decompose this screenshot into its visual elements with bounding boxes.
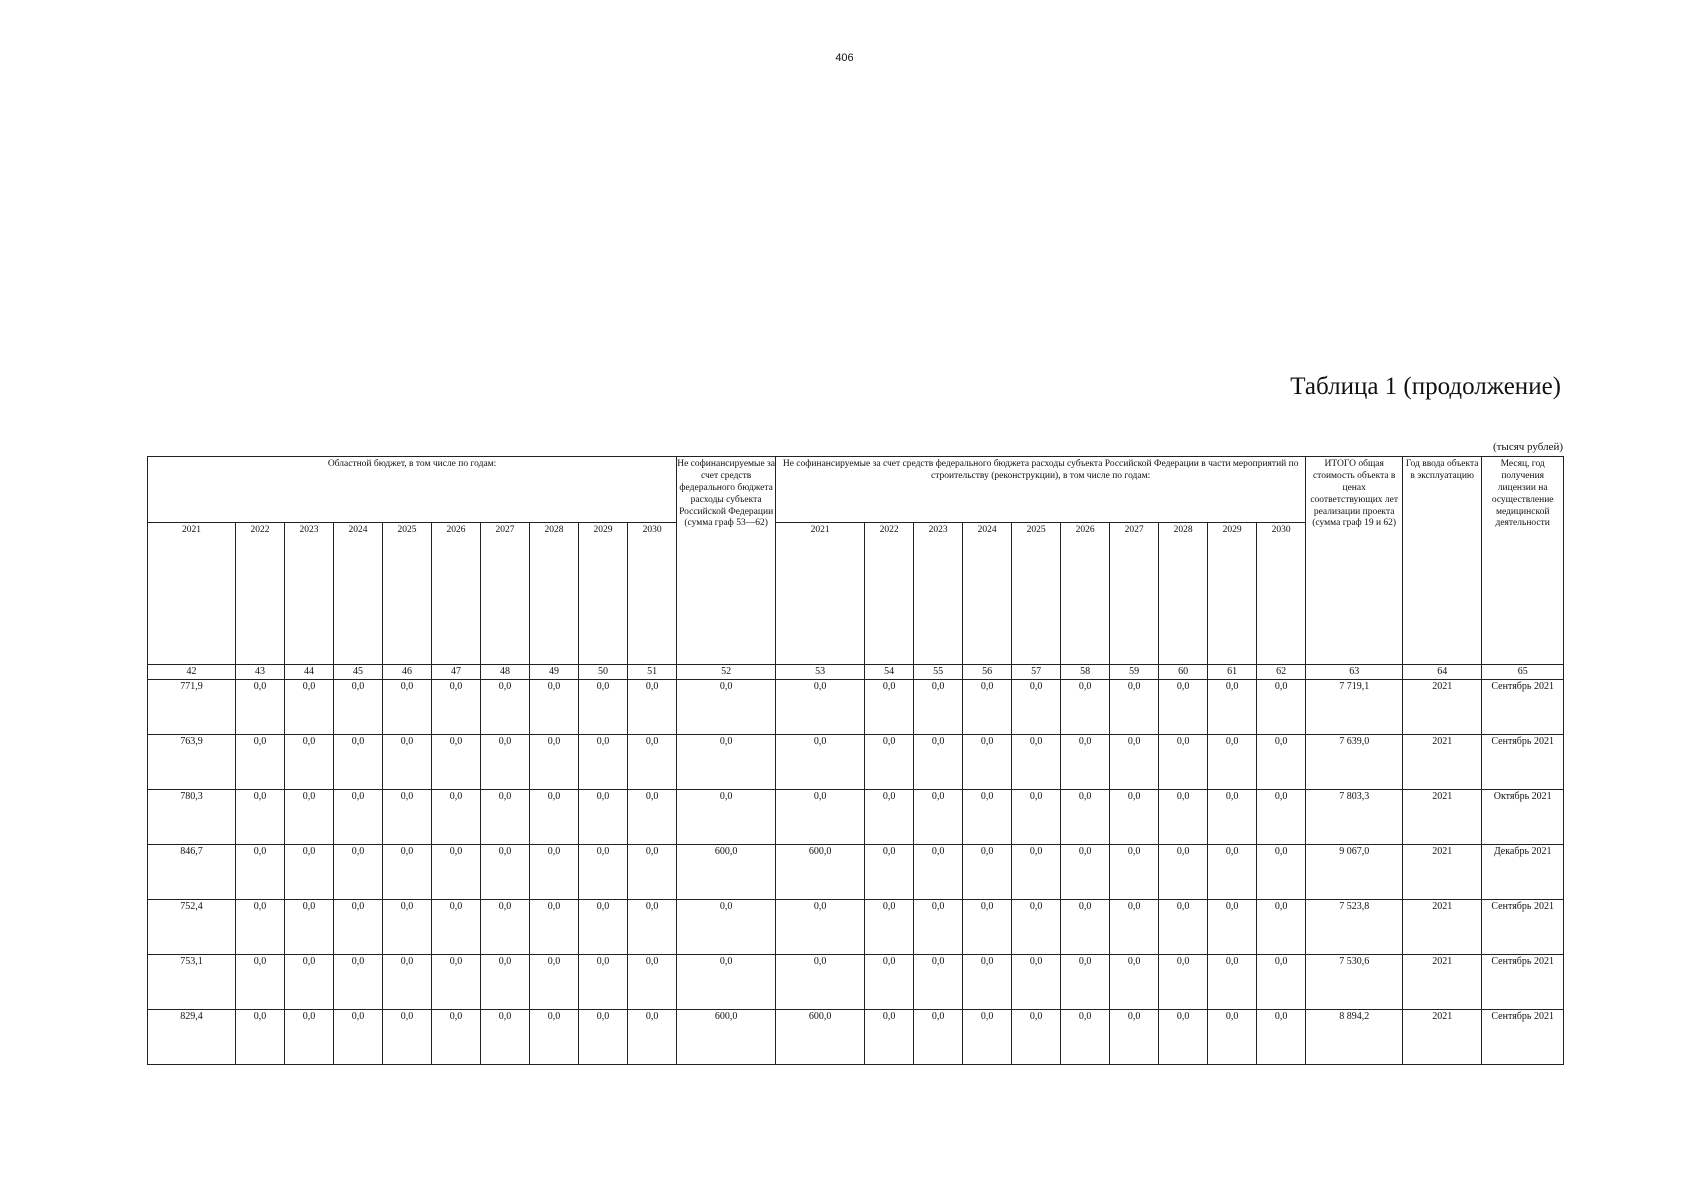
cell-total-cost: 7 530,6 [1306,955,1403,1010]
cell-regional-budget: 0,0 [579,900,628,955]
cell-not-cofinanced: 0,0 [963,680,1012,735]
cell-not-cofinanced: 0,0 [1061,955,1110,1010]
cell-regional-budget: 0,0 [236,680,285,735]
cell-not-cofinanced: 0,0 [865,845,914,900]
cell-regional-budget: 0,0 [530,955,579,1010]
cell-not-cofinanced: 0,0 [1159,955,1208,1010]
cell-not-cofinanced: 0,0 [865,955,914,1010]
cell-regional-budget: 0,0 [285,955,334,1010]
cell-not-cofinanced: 0,0 [1061,1010,1110,1065]
cell-not-cofinanced: 0,0 [1110,680,1159,735]
column-number: 45 [334,665,383,680]
cell-license-month: Октябрь 2021 [1482,790,1564,845]
cell-regional-budget: 0,0 [628,845,677,900]
cell-not-cofinanced: 0,0 [1208,790,1257,845]
cell-not-cofinanced: 0,0 [1061,845,1110,900]
cell-regional-budget: 0,0 [432,900,481,955]
cell-not-cofinanced: 0,0 [963,735,1012,790]
cell-not-cofinanced-total: 0,0 [677,790,776,845]
table-row [148,900,1564,955]
cell-regional-budget: 0,0 [383,735,432,790]
column-number: 54 [865,665,914,680]
cell-not-cofinanced: 0,0 [1012,790,1061,845]
cell-not-cofinanced: 0,0 [1208,900,1257,955]
cell-regional-budget: 0,0 [334,1010,383,1065]
cell-regional-budget: 0,0 [334,735,383,790]
table-title: Таблица 1 (продолжение) [1290,373,1561,400]
cell-regional-budget: 0,0 [579,680,628,735]
cell-regional-budget: 0,0 [432,790,481,845]
cell-total-cost: 7 803,3 [1306,790,1403,845]
column-number: 57 [1012,665,1061,680]
cell-not-cofinanced: 0,0 [1061,735,1110,790]
column-number: 46 [383,665,432,680]
column-number: 63 [1306,665,1403,680]
cell-commission-year: 2021 [1403,680,1482,735]
cell-commission-year: 2021 [1403,845,1482,900]
cell-not-cofinanced: 0,0 [914,900,963,955]
header-not-cofinanced-by-year: Не софинансируемые за счет средств федерального бюджета расходы субъекта Российской Федерации в части мероприятий по строительству (реконструкции), в том числе по годам: [776,457,1306,523]
cell-license-month: Сентябрь 2021 [1482,735,1564,790]
cell-not-cofinanced: 0,0 [1061,790,1110,845]
cell-not-cofinanced: 0,0 [963,790,1012,845]
header-year-regional: 2030 [628,523,677,665]
page-number: 406 [835,52,854,64]
cell-not-cofinanced: 0,0 [1012,735,1061,790]
cell-not-cofinanced-total: 0,0 [677,680,776,735]
cell-not-cofinanced: 0,0 [1257,790,1306,845]
cell-not-cofinanced: 0,0 [1110,1010,1159,1065]
cell-regional-budget: 771,9 [148,680,236,735]
cell-not-cofinanced: 0,0 [1159,900,1208,955]
column-number: 42 [148,665,236,680]
cell-regional-budget: 763,9 [148,735,236,790]
cell-regional-budget: 0,0 [530,680,579,735]
cell-commission-year: 2021 [1403,790,1482,845]
cell-regional-budget: 0,0 [383,955,432,1010]
column-number: 55 [914,665,963,680]
cell-regional-budget: 0,0 [383,900,432,955]
cell-regional-budget: 0,0 [383,680,432,735]
cell-not-cofinanced: 0,0 [963,845,1012,900]
cell-regional-budget: 0,0 [628,680,677,735]
cell-not-cofinanced: 0,0 [1110,845,1159,900]
table-row [148,790,1564,845]
header-year-not-cofinanced: 2025 [1012,523,1061,665]
budget-table [147,456,1564,1065]
column-number: 58 [1061,665,1110,680]
cell-license-month: Сентябрь 2021 [1482,900,1564,955]
cell-not-cofinanced: 0,0 [914,735,963,790]
cell-not-cofinanced: 0,0 [865,1010,914,1065]
header-year-regional: 2025 [383,523,432,665]
cell-not-cofinanced: 0,0 [865,900,914,955]
cell-regional-budget: 0,0 [334,790,383,845]
cell-regional-budget: 0,0 [334,680,383,735]
cell-regional-budget: 0,0 [383,1010,432,1065]
cell-regional-budget: 0,0 [481,790,530,845]
cell-not-cofinanced: 0,0 [1257,900,1306,955]
header-year-not-cofinanced: 2029 [1208,523,1257,665]
column-number: 44 [285,665,334,680]
header-not-cofinanced-total: Не софинансируемые за счет средств федерального бюджета расходы субъекта Российской Федерации (сумма граф 53—62) [677,457,776,665]
cell-not-cofinanced: 0,0 [1208,735,1257,790]
cell-regional-budget: 829,4 [148,1010,236,1065]
cell-regional-budget: 753,1 [148,955,236,1010]
cell-not-cofinanced-total: 0,0 [677,955,776,1010]
cell-not-cofinanced: 0,0 [1159,1010,1208,1065]
cell-not-cofinanced: 0,0 [1159,680,1208,735]
column-number: 60 [1159,665,1208,680]
cell-not-cofinanced: 0,0 [1110,955,1159,1010]
header-year-not-cofinanced: 2024 [963,523,1012,665]
cell-total-cost: 7 639,0 [1306,735,1403,790]
cell-not-cofinanced: 0,0 [1208,845,1257,900]
cell-not-cofinanced: 0,0 [1012,680,1061,735]
header-regional-budget: Областной бюджет, в том числе по годам: [148,457,677,523]
table-row [148,955,1564,1010]
column-number: 62 [1257,665,1306,680]
header-year-regional: 2021 [148,523,236,665]
cell-regional-budget: 0,0 [334,845,383,900]
column-number: 52 [677,665,776,680]
cell-regional-budget: 0,0 [432,955,481,1010]
header-year-regional: 2028 [530,523,579,665]
cell-regional-budget: 0,0 [628,955,677,1010]
column-number: 49 [530,665,579,680]
cell-not-cofinanced: 0,0 [1012,955,1061,1010]
cell-not-cofinanced: 0,0 [1110,790,1159,845]
cell-regional-budget: 0,0 [579,955,628,1010]
cell-regional-budget: 0,0 [334,900,383,955]
cell-not-cofinanced: 0,0 [963,1010,1012,1065]
column-number: 43 [236,665,285,680]
units-note: (тысяч рублей) [1492,441,1563,453]
header-license-month: Месяц, год получения лицензии на осуществление медицинской деятельности [1482,457,1564,665]
cell-commission-year: 2021 [1403,735,1482,790]
cell-regional-budget: 0,0 [628,1010,677,1065]
cell-regional-budget: 0,0 [236,735,285,790]
header-year-not-cofinanced: 2027 [1110,523,1159,665]
cell-not-cofinanced: 0,0 [776,955,865,1010]
cell-regional-budget: 0,0 [481,735,530,790]
cell-license-month: Сентябрь 2021 [1482,955,1564,1010]
cell-regional-budget: 0,0 [628,735,677,790]
cell-regional-budget: 0,0 [579,1010,628,1065]
cell-regional-budget: 0,0 [236,1010,285,1065]
table-row [148,735,1564,790]
cell-regional-budget: 0,0 [481,1010,530,1065]
header-year-regional: 2022 [236,523,285,665]
cell-total-cost: 7 523,8 [1306,900,1403,955]
header-total-cost: ИТОГО общая стоимость объекта в ценах соответствующих лет реализации проекта (сумма граф 19 и 62) [1306,457,1403,665]
cell-not-cofinanced: 0,0 [914,790,963,845]
column-number: 47 [432,665,481,680]
cell-regional-budget: 0,0 [530,790,579,845]
cell-not-cofinanced: 0,0 [1257,735,1306,790]
cell-regional-budget: 0,0 [432,735,481,790]
cell-not-cofinanced: 0,0 [776,680,865,735]
column-number: 64 [1403,665,1482,680]
cell-not-cofinanced: 0,0 [1110,900,1159,955]
cell-regional-budget: 0,0 [530,900,579,955]
header-year-regional: 2024 [334,523,383,665]
cell-not-cofinanced: 0,0 [914,1010,963,1065]
cell-not-cofinanced: 0,0 [1208,1010,1257,1065]
cell-not-cofinanced: 0,0 [776,735,865,790]
cell-not-cofinanced: 0,0 [914,845,963,900]
cell-not-cofinanced: 0,0 [1110,735,1159,790]
cell-regional-budget: 0,0 [285,900,334,955]
cell-not-cofinanced: 0,0 [1012,1010,1061,1065]
cell-not-cofinanced: 600,0 [776,845,865,900]
cell-regional-budget: 0,0 [383,845,432,900]
cell-not-cofinanced: 0,0 [1257,680,1306,735]
cell-regional-budget: 0,0 [481,680,530,735]
cell-regional-budget: 0,0 [579,735,628,790]
cell-not-cofinanced: 0,0 [1208,680,1257,735]
cell-not-cofinanced: 0,0 [1257,845,1306,900]
cell-total-cost: 7 719,1 [1306,680,1403,735]
cell-regional-budget: 0,0 [285,1010,334,1065]
cell-regional-budget: 0,0 [432,845,481,900]
cell-not-cofinanced: 0,0 [1257,1010,1306,1065]
header-year-not-cofinanced: 2022 [865,523,914,665]
cell-regional-budget: 0,0 [236,845,285,900]
table-row [148,680,1564,735]
cell-regional-budget: 0,0 [285,790,334,845]
cell-license-month: Сентябрь 2021 [1482,680,1564,735]
column-number: 50 [579,665,628,680]
cell-regional-budget: 0,0 [481,900,530,955]
cell-regional-budget: 0,0 [285,735,334,790]
cell-not-cofinanced: 0,0 [914,955,963,1010]
cell-not-cofinanced: 0,0 [1159,735,1208,790]
cell-license-month: Сентябрь 2021 [1482,1010,1564,1065]
header-year-not-cofinanced: 2021 [776,523,865,665]
cell-total-cost: 9 067,0 [1306,845,1403,900]
cell-regional-budget: 0,0 [236,900,285,955]
cell-regional-budget: 0,0 [530,735,579,790]
header-year-regional: 2027 [481,523,530,665]
cell-commission-year: 2021 [1403,1010,1482,1065]
cell-commission-year: 2021 [1403,955,1482,1010]
column-number: 51 [628,665,677,680]
cell-not-cofinanced-total: 600,0 [677,1010,776,1065]
cell-not-cofinanced: 0,0 [1208,955,1257,1010]
cell-regional-budget: 0,0 [432,680,481,735]
cell-total-cost: 8 894,2 [1306,1010,1403,1065]
cell-commission-year: 2021 [1403,900,1482,955]
cell-regional-budget: 0,0 [432,1010,481,1065]
cell-not-cofinanced: 0,0 [776,790,865,845]
cell-regional-budget: 0,0 [579,790,628,845]
cell-regional-budget: 846,7 [148,845,236,900]
cell-regional-budget: 0,0 [383,790,432,845]
cell-regional-budget: 0,0 [481,845,530,900]
cell-not-cofinanced: 600,0 [776,1010,865,1065]
cell-regional-budget: 0,0 [236,790,285,845]
cell-regional-budget: 780,3 [148,790,236,845]
header-year-regional: 2023 [285,523,334,665]
cell-not-cofinanced: 0,0 [1012,845,1061,900]
cell-not-cofinanced: 0,0 [963,955,1012,1010]
cell-not-cofinanced: 0,0 [776,900,865,955]
cell-not-cofinanced-total: 600,0 [677,845,776,900]
cell-not-cofinanced-total: 0,0 [677,900,776,955]
cell-regional-budget: 0,0 [530,1010,579,1065]
header-commission-year: Год ввода объекта в эксплуатацию [1403,457,1482,665]
cell-not-cofinanced: 0,0 [865,790,914,845]
cell-regional-budget: 0,0 [628,790,677,845]
cell-not-cofinanced: 0,0 [1061,680,1110,735]
cell-not-cofinanced: 0,0 [1012,900,1061,955]
cell-regional-budget: 0,0 [285,680,334,735]
cell-not-cofinanced: 0,0 [1257,955,1306,1010]
cell-not-cofinanced: 0,0 [1159,845,1208,900]
cell-regional-budget: 0,0 [530,845,579,900]
cell-regional-budget: 0,0 [579,845,628,900]
header-year-regional: 2029 [579,523,628,665]
cell-regional-budget: 0,0 [285,845,334,900]
header-year-not-cofinanced: 2028 [1159,523,1208,665]
column-number: 59 [1110,665,1159,680]
column-number: 48 [481,665,530,680]
cell-regional-budget: 0,0 [236,955,285,1010]
header-year-not-cofinanced: 2026 [1061,523,1110,665]
cell-not-cofinanced-total: 0,0 [677,735,776,790]
column-number: 56 [963,665,1012,680]
cell-regional-budget: 752,4 [148,900,236,955]
header-year-regional: 2026 [432,523,481,665]
cell-not-cofinanced: 0,0 [865,680,914,735]
header-year-not-cofinanced: 2023 [914,523,963,665]
cell-not-cofinanced: 0,0 [1159,790,1208,845]
cell-not-cofinanced: 0,0 [914,680,963,735]
cell-regional-budget: 0,0 [628,900,677,955]
column-number: 61 [1208,665,1257,680]
column-number: 65 [1482,665,1564,680]
table-row [148,845,1564,900]
column-number: 53 [776,665,865,680]
cell-regional-budget: 0,0 [481,955,530,1010]
cell-not-cofinanced: 0,0 [963,900,1012,955]
cell-not-cofinanced: 0,0 [1061,900,1110,955]
header-year-not-cofinanced: 2030 [1257,523,1306,665]
table-row [148,1010,1564,1065]
cell-not-cofinanced: 0,0 [865,735,914,790]
cell-regional-budget: 0,0 [334,955,383,1010]
cell-license-month: Декабрь 2021 [1482,845,1564,900]
